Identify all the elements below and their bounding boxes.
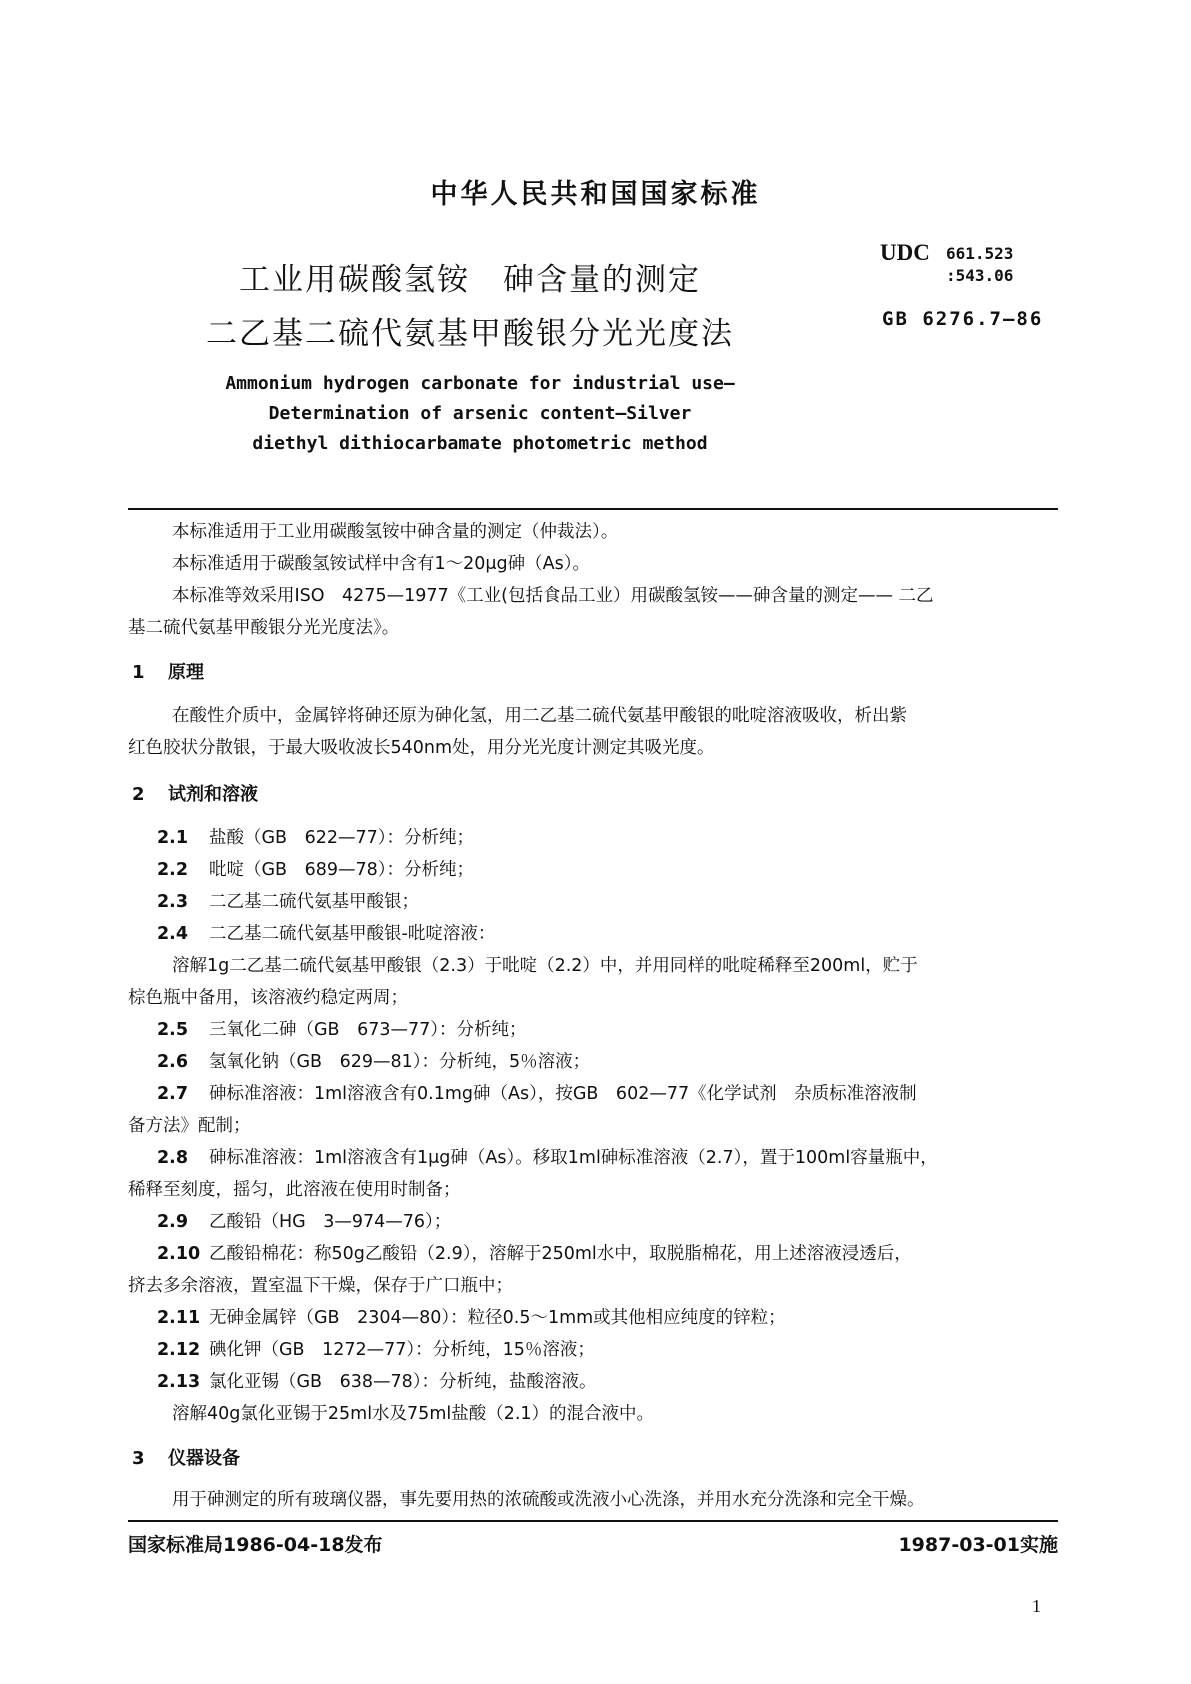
- item-text: 吡啶（GB 689—78）：分析纯；: [209, 860, 474, 880]
- section-title: 仪器设备: [168, 1448, 240, 1469]
- item-text: 砷标准溶液：1ml溶液含有1μg砷（As）。移取1ml砷标准溶液（2.7），置于100ml容量瓶中，: [209, 1148, 938, 1168]
- item-number: 2.2: [157, 860, 189, 880]
- item-text: 砷标准溶液：1ml溶液含有0.1mg砷（As），按GB 602—77《化学试剂 杂质标准溶液制: [209, 1084, 917, 1104]
- item-text: 氢氧化钠（GB 629—81）：分析纯，5％溶液；: [209, 1052, 591, 1072]
- item-number: 2.13: [157, 1372, 201, 1392]
- list-item: [157, 922, 495, 946]
- section-number: 1: [132, 662, 145, 683]
- item-number: 2.12: [157, 1340, 201, 1360]
- title-zh-line-1: 工业用碳酸氢铵 砷含量的测定: [239, 262, 701, 298]
- item-text: 氯化亚锡（GB 638—78）：分析纯，盐酸溶液。: [209, 1372, 597, 1392]
- section-1-heading: [132, 658, 204, 684]
- item-text: 二乙基二硫代氨基甲酸银；: [209, 892, 419, 912]
- section-title: 原理: [168, 662, 204, 683]
- section-3-heading: [132, 1444, 240, 1470]
- list-item: [157, 1082, 917, 1106]
- item-text: 盐酸（GB 622—77）：分析纯；: [209, 828, 474, 848]
- footer-divider: [128, 1520, 1058, 1522]
- list-item-continuation: 溶解1g二乙基二硫代氨基甲酸银（2.3）于吡啶（2.2）中，并用同样的吡啶稀释至200ml，贮于: [172, 956, 918, 976]
- udc-code-2: :543.06: [946, 266, 1014, 285]
- list-item: [157, 1018, 527, 1042]
- issue-date: 国家标准局1986-04-18发布: [128, 1534, 383, 1556]
- item-number: 2.11: [157, 1308, 201, 1328]
- section-2-heading: [132, 780, 258, 806]
- item-text: 无砷金属锌（GB 2304—80）：粒径0.5～1mm或其他相应纯度的锌粒；: [209, 1308, 786, 1328]
- list-item-continuation: 备方法》配制；: [128, 1116, 251, 1136]
- list-item: [157, 890, 419, 914]
- item-text: 三氧化二砷（GB 673—77）：分析纯；: [209, 1020, 527, 1040]
- title-en-line-2: Determination of arsenic content—Silver: [268, 403, 692, 424]
- item-number: 2.9: [157, 1212, 189, 1232]
- list-item-continuation: 溶解40g氯化亚锡于25ml水及75ml盐酸（2.1）的混合液中。: [172, 1404, 655, 1424]
- intro-paragraph-3: 本标准等效采用ISO 4275—1977《工业(包括食品工业）用碳酸氢铵——砷含量的测定—— 二乙: [172, 586, 934, 606]
- country-standard-heading: 中华人民共和国国家标准: [430, 179, 761, 210]
- item-number: 2.6: [157, 1052, 189, 1072]
- item-number: 2.5: [157, 1020, 189, 1040]
- section-number: 3: [132, 1448, 145, 1469]
- section-3-line-1: 用于砷测定的所有玻璃仪器，事先要用热的浓硫酸或洗液小心洗涤，并用水充分洗涤和完全干燥。: [172, 1490, 925, 1510]
- intro-paragraph-3-cont: 基二硫代氨基甲酸银分光光度法》。: [128, 618, 400, 638]
- section-1-line-1: 在酸性介质中，金属锌将砷还原为砷化氢，用二乙基二硫代氨基甲酸银的吡啶溶液吸收，析出紫: [172, 706, 907, 726]
- header-divider: [128, 508, 1058, 510]
- list-item: [157, 1306, 786, 1330]
- title-en-line-3: diethyl dithiocarbamate photometric method: [252, 433, 708, 454]
- item-text: 二乙基二硫代氨基甲酸银-吡啶溶液：: [209, 924, 496, 944]
- udc-code-1: 661.523: [946, 244, 1014, 263]
- gb-standard-code: GB 6276.7—86: [882, 308, 1044, 330]
- item-number: 2.3: [157, 892, 189, 912]
- intro-paragraph-2: 本标准适用于碳酸氢铵试样中含有1～20μg砷（As）。: [172, 554, 590, 574]
- list-item: [157, 1370, 597, 1394]
- item-number: 2.7: [157, 1084, 189, 1104]
- list-item-continuation: 稀释至刻度，摇匀，此溶液在使用时制备；: [128, 1180, 461, 1200]
- section-title: 试剂和溶液: [168, 784, 258, 805]
- list-item: [157, 1210, 451, 1234]
- item-text: 乙酸铅（HG 3—974—76）；: [209, 1212, 452, 1232]
- list-item-continuation: 挤去多余溶液，置室温下干燥，保存于广口瓶中；: [128, 1276, 513, 1296]
- list-item: [157, 1050, 590, 1074]
- title-en-line-1: Ammonium hydrogen carbonate for industrial use—: [225, 373, 735, 394]
- section-1-line-2: 红色胶状分散银，于最大吸收波长540nm处，用分光光度计测定其吸光度。: [128, 738, 715, 758]
- list-item: [157, 1146, 938, 1170]
- list-item-continuation: 棕色瓶中备用，该溶液约稳定两周；: [128, 988, 408, 1008]
- section-number: 2: [132, 784, 145, 805]
- title-zh-line-2: 二乙基二硫代氨基甲酸银分光光度法: [206, 316, 734, 352]
- item-text: 乙酸铅棉花：称50g乙酸铅（2.9），溶解于250ml水中，取脱脂棉花，用上述溶液浸透后，: [209, 1244, 912, 1264]
- effective-date: 1987-03-01实施: [898, 1534, 1058, 1556]
- udc-label: UDC: [880, 240, 930, 265]
- list-item: [157, 826, 474, 850]
- item-number: 2.4: [157, 924, 189, 944]
- item-number: 2.10: [157, 1244, 201, 1264]
- intro-paragraph-1: 本标准适用于工业用碳酸氢铵中砷含量的测定（仲裁法）。: [172, 522, 619, 542]
- item-text: 碘化钾（GB 1272—77）：分析纯，15％溶液；: [209, 1340, 595, 1360]
- item-number: 2.8: [157, 1148, 189, 1168]
- page-number: 1: [1032, 1596, 1041, 1616]
- list-item: [157, 1338, 595, 1362]
- list-item: [157, 1242, 912, 1266]
- item-number: 2.1: [157, 828, 189, 848]
- list-item: [157, 858, 474, 882]
